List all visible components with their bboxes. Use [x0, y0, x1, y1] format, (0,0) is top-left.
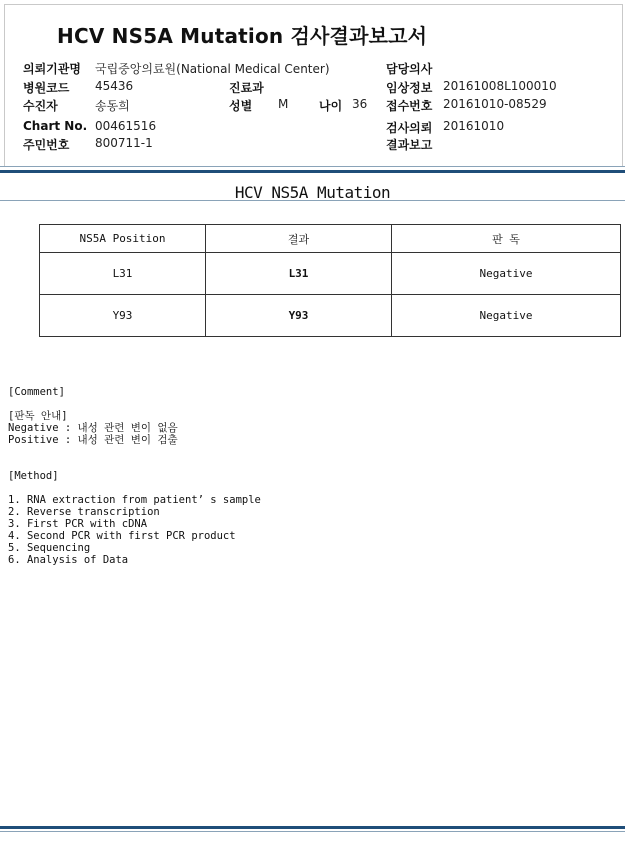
request-value: 20161010 — [443, 119, 505, 133]
patient-label: 수진자 — [23, 99, 58, 113]
method-step: 4. Second PCR with first PCR product — [8, 530, 236, 542]
comment-subheading: [판독 안내] — [8, 410, 68, 422]
column-header-result: 결과 — [206, 225, 392, 253]
receipt-value: 20161010-08529 — [443, 97, 547, 111]
doctor-label: 담당의사 — [386, 62, 433, 76]
cell-interpretation: Negative — [392, 253, 621, 295]
clinical-info-value: 20161008L100010 — [443, 79, 557, 93]
sex-value: M — [278, 97, 289, 111]
sex-label: 성별 — [229, 99, 253, 113]
result-report-label: 결과보고 — [386, 138, 433, 152]
patient-value: 송동희 — [95, 99, 130, 113]
cell-position: L31 — [40, 253, 206, 295]
method-step: 5. Sequencing — [8, 542, 91, 554]
column-header-interpretation: 판 독 — [392, 225, 621, 253]
chart-no-label: Chart No. — [23, 119, 88, 133]
age-value: 36 — [352, 97, 368, 111]
section-title: HCV NS5A Mutation — [234, 183, 391, 202]
institution-value: 국립중앙의료원(National Medical Center) — [95, 62, 330, 76]
header-divider-thick — [0, 170, 625, 173]
method-step: 3. First PCR with cDNA — [8, 518, 148, 530]
resident-no-value: 800711-1 — [95, 136, 153, 150]
method-step: 1. RNA extraction from patient’ s sample — [8, 494, 261, 506]
age-label: 나이 — [319, 99, 343, 113]
comment-line-positive: Positive : 내성 관련 변이 검출 — [8, 434, 178, 446]
table-row — [40, 295, 621, 337]
department-label: 진료과 — [229, 81, 264, 95]
result-table — [39, 224, 621, 337]
resident-no-label: 주민번호 — [23, 138, 70, 152]
comment-heading: [Comment] — [8, 386, 65, 398]
cell-result: L31 — [206, 253, 392, 295]
table-header-row — [40, 225, 621, 253]
comment-line-negative: Negative : 내성 관련 변이 없음 — [8, 422, 178, 434]
column-header-position: NS5A Position — [40, 225, 206, 253]
method-step: 6. Analysis of Data — [8, 554, 129, 566]
report-title: HCV NS5A Mutation 검사결과보고서 — [57, 24, 428, 48]
method-step: 2. Reverse transcription — [8, 506, 160, 518]
cell-interpretation: Negative — [392, 295, 621, 337]
institution-label: 의뢰기관명 — [23, 62, 81, 76]
chart-no-value: 00461516 — [95, 119, 157, 133]
clinical-info-label: 임상정보 — [386, 81, 433, 95]
footer-divider-thick — [0, 826, 625, 829]
header-divider-thin — [0, 166, 625, 167]
hospital-code-value: 45436 — [95, 79, 134, 93]
method-heading: [Method] — [8, 470, 59, 482]
hospital-code-label: 병원코드 — [23, 81, 70, 95]
receipt-label: 접수번호 — [386, 99, 433, 113]
cell-result: Y93 — [206, 295, 392, 337]
table-row — [40, 253, 621, 295]
request-label: 검사의뢰 — [386, 121, 433, 135]
cell-position: Y93 — [40, 295, 206, 337]
footer-divider-thin — [0, 831, 625, 832]
